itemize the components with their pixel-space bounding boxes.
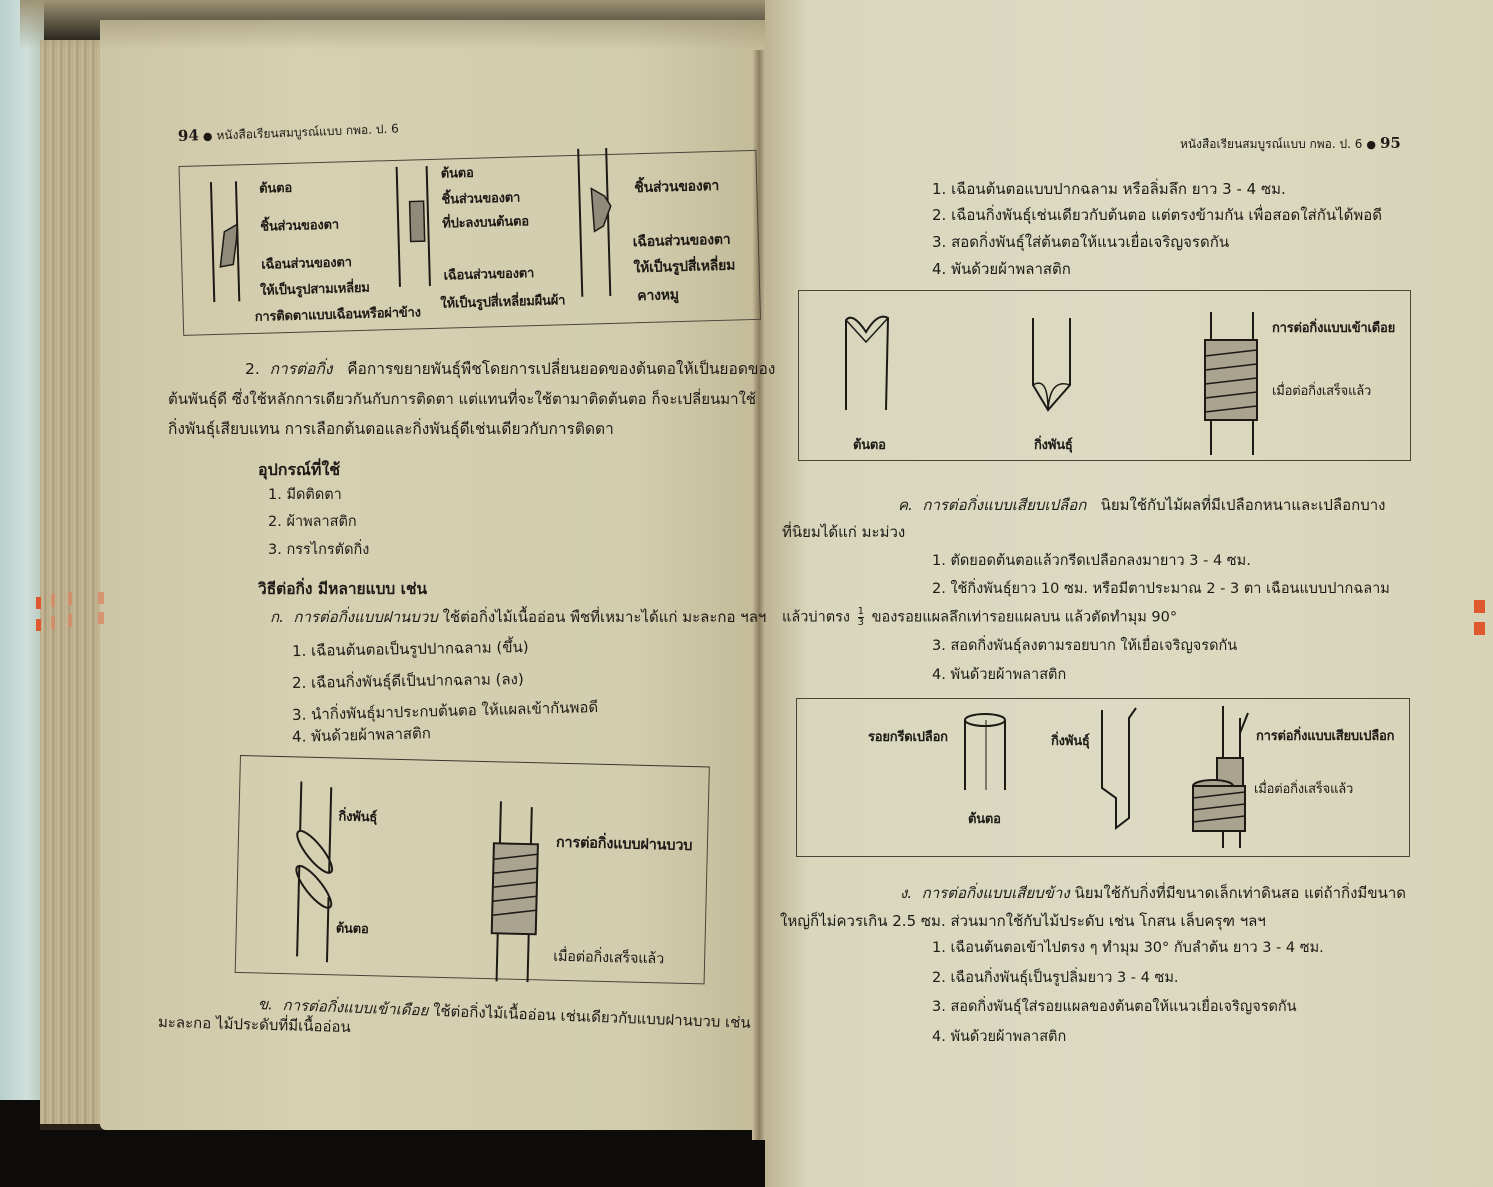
label-trapezoid-cont: คางหมู [637, 287, 680, 305]
section-2-line-1: 2. การต่อกิ่ง คือการขยายพันธุ์พืชโดยการเปลี่ยนยอดของต้นตอให้เป็นยอดของ [245, 360, 776, 378]
methods-heading: วิธีต่อกิ่ง มีหลายแบบ เช่น [258, 580, 428, 598]
label-rectangle: ให้เป็นรูปสี่เหลี่ยมผืนผ้า [440, 293, 566, 312]
edge-tab-marker [68, 592, 72, 605]
label-scion: กิ่งพันธุ์ [338, 809, 378, 826]
right-running-head [1180, 134, 1401, 154]
method-d-step: 4. พันด้วยผ้าพลาสติก [932, 1029, 1067, 1045]
book-title: หนังสือเรียนสมบูรณ์แบบ กพอ. ป. 6 [216, 121, 399, 143]
method-c-step-2-cont: แล้วบ่าตรง $\frac{1}{3}$ ของรอยแผลลึกเท่ารอยแผลบน แล้วตัดทำมุม 90° [782, 606, 1178, 628]
fraction-one-third: $\frac{1}{3}$ [857, 606, 864, 628]
caption-side-budding: การติดตาแบบเฉือนหรือผ่าข้าง [254, 305, 421, 325]
method-d-step: 1. เฉือนต้นตอเข้าไปตรง ๆ ทำมุม 30° กับลำต้น ยาว 3 - 4 ซม. [932, 940, 1324, 956]
method-d-step: 2. เฉือนกิ่งพันธุ์เป็นรูปลิ่มยาว 3 - 4 ซม. [932, 970, 1179, 986]
figure-title-whip: การต่อกิ่งแบบฝานบวบ [555, 834, 693, 855]
book-title: หนังสือเรียนสมบูรณ์แบบ กพอ. ป. 6 [1180, 137, 1363, 151]
method-a-title: การต่อกิ่งแบบฝานบวบ [293, 608, 438, 626]
edge-tab-marker [1474, 622, 1485, 635]
label-bud-piece: ชิ้นส่วนของตา [441, 190, 521, 208]
method-c-step: 3. สอดกิ่งพันธุ์ลงตามรอยบาก ให้เยื่อเจริญจรดกัน [932, 638, 1238, 654]
method-a-heading: ก. การต่อกิ่งแบบฝานบวบ ใช้ต่อกิ่งไม้เนื้ออ่อน พืชที่เหมาะได้แก่ มะละกอ ฯลฯ [270, 608, 767, 626]
equipment-heading: อุปกรณ์ที่ใช้ [258, 460, 341, 479]
method-d-line-2: ใหญ่ก็ไม่ควรเกิน 2.5 ซม. ส่วนมากใช้กับไม้ประดับ เช่น โกสน เล็บครุฑ ฯลฯ [780, 912, 1266, 930]
equipment-item: 1. มีดติดตา [268, 487, 342, 503]
label-cut-bud: เฉือนส่วนของตา [261, 255, 352, 273]
label-finished: เมื่อต่อกิ่งเสร็จแล้ว [1272, 384, 1372, 399]
label-finished: เมื่อต่อกิ่งเสร็จแล้ว [1254, 782, 1354, 797]
method-b-step: 4. พันด้วยผ้าพลาสติก [932, 260, 1071, 278]
method-b-heading: ข. การต่อกิ่งแบบเข้าเดือย ใช้ต่อกิ่งไม้เนื้ออ่อน เช่นเดียวกับแบบฝานบวบ เช่น [257, 995, 751, 1032]
figure-whip-graft [235, 755, 710, 991]
method-d-title: การต่อกิ่งแบบเสียบข้าง [921, 884, 1070, 902]
label-patch-on-rootstock: ที่ปะลงบนต้นตอ [442, 214, 530, 232]
figure-bark-graft [796, 698, 1410, 858]
edge-tab-marker [36, 597, 41, 609]
method-a-step: 4. พันด้วยผ้าพลาสติก [291, 724, 432, 746]
method-c-step: 4. พันด้วยผ้าพลาสติก [932, 667, 1067, 683]
label-scion: กิ่งพันธุ์ [1051, 734, 1090, 749]
method-b-step: 2. เฉือนกิ่งพันธุ์เช่นเดียวกับต้นตอ แต่ตรงข้ามกัน เพื่อสอดใส่กันได้พอดี [932, 206, 1383, 224]
method-a-step: 2. เฉือนกิ่งพันธุ์ดีเป็นปากฉลาม (ลง) [291, 669, 524, 693]
method-d-step: 3. สอดกิ่งพันธุ์ใส่รอยแผลของต้นตอให้แนวเยื่อเจริญจรดกัน [932, 999, 1297, 1015]
method-c-line-2: ที่นิยมได้แก่ มะม่วง [782, 523, 906, 541]
cleft-graft-illustration-icon [798, 290, 1411, 462]
figure-title-bark: การต่อกิ่งแบบเสียบเปลือก [1256, 729, 1395, 744]
edge-tab-marker [51, 594, 55, 607]
method-b-step: 1. เฉือนต้นตอแบบปากฉลาม หรือลิ่มลึก ยาว 3 - 4 ซม. [932, 180, 1286, 198]
edge-tab-marker [36, 619, 41, 631]
method-b-step: 3. สอดกิ่งพันธุ์ใส่ต้นตอให้แนวเยื่อเจริญจรดกัน [932, 233, 1230, 251]
figure-title-cleft: การต่อกิ่งแบบเข้าเดือย [1272, 321, 1396, 336]
label-bud-piece: ชิ้นส่วนของตา [260, 217, 340, 235]
label-finished: เมื่อต่อกิ่งเสร็จแล้ว [552, 948, 665, 968]
label-rootstock: ต้นตอ [258, 180, 293, 197]
method-c-title: การต่อกิ่งแบบเสียบเปลือก [922, 496, 1087, 514]
method-c-step: 2. ใช้กิ่งพันธุ์ยาว 10 ซม. หรือมีตาประมาณ 2 - 3 ตา เฉือนแบบปากฉลาม [932, 581, 1390, 597]
label-scion: กิ่งพันธุ์ [1034, 438, 1073, 453]
section-2-line-2: ต้นพันธุ์ดี ซึ่งใช้หลักการเดียวกันกับการติดตา แต่แทนที่จะใช้ตามาติดต้นตอ ก็จะเปลี่ยนมาใช้ [168, 390, 757, 408]
label-rootstock: ต้นตอ [968, 812, 1001, 827]
figure-cleft-graft [798, 290, 1411, 462]
label-rootstock: ต้นตอ [440, 165, 474, 182]
bullet-icon: ● [202, 129, 213, 144]
label-triangle: ให้เป็นรูปสามเหลี่ยม [259, 280, 370, 299]
label-cut-bud: เฉือนส่วนของตา [632, 231, 731, 251]
bullet-icon: ● [1366, 138, 1376, 151]
term-grafting: การต่อกิ่ง [269, 360, 333, 378]
top-shadow [20, 0, 780, 50]
equipment-item: 2. ผ้าพลาสติก [268, 514, 357, 530]
label-rootstock: ต้นตอ [853, 438, 886, 453]
page-number: 95 [1380, 134, 1401, 152]
edge-tab-marker [1474, 600, 1485, 613]
label-bark-cut: รอยกรีดเปลือก [868, 730, 948, 745]
label-rootstock: ต้นตอ [335, 921, 369, 938]
section-2-line-3: กิ่งพันธุ์เสียบแทน การเลือกต้นตอและกิ่งพันธุ์ดีเช่นเดียวกับการติดตา [168, 420, 614, 438]
method-d-heading: ง. การต่อกิ่งแบบเสียบข้าง นิยมใช้กับกิ่งที่มีขนาดเล็กเท่าดินสอ แต่ถ้ากิ่งมีขนาด [900, 884, 1406, 902]
book-cover-edge [0, 0, 44, 1100]
edge-tab-marker [98, 612, 104, 624]
equipment-item: 3. กรรไกรตัดกิ่ง [268, 542, 370, 558]
method-c-heading: ค. การต่อกิ่งแบบเสียบเปลือก นิยมใช้กับไม้ผลที่มีเปลือกหนาและเปลือกบาง [898, 496, 1386, 514]
edge-tab-marker [68, 614, 72, 627]
label-bud-piece: ชิ้นส่วนของตา [634, 177, 720, 197]
method-a-step: 1. เฉือนต้นตอเป็นรูปปากฉลาม (ขึ้น) [291, 637, 529, 661]
figure-budding [178, 129, 763, 338]
method-c-step: 1. ตัดยอดต้นตอแล้วกรีดเปลือกลงมายาว 3 - 4 ซม. [932, 553, 1251, 569]
page-number: 94 [177, 126, 200, 145]
method-a-step: 3. นำกิ่งพันธุ์มาประกบต้นตอ ให้แผลเข้ากันพอดี [291, 697, 599, 725]
method-b-line-2: มะละกอ ไม้ประดับที่มีเนื้ออ่อน [157, 1013, 351, 1037]
method-b-title: การต่อกิ่งแบบเข้าเดือย [282, 995, 429, 1020]
edge-tab-marker [51, 616, 55, 629]
label-cut-bud: เฉือนส่วนของตา [443, 266, 535, 284]
label-trapezoid: ให้เป็นรูปสี่เหลี่ยม [633, 257, 736, 277]
edge-tab-marker [98, 592, 104, 604]
